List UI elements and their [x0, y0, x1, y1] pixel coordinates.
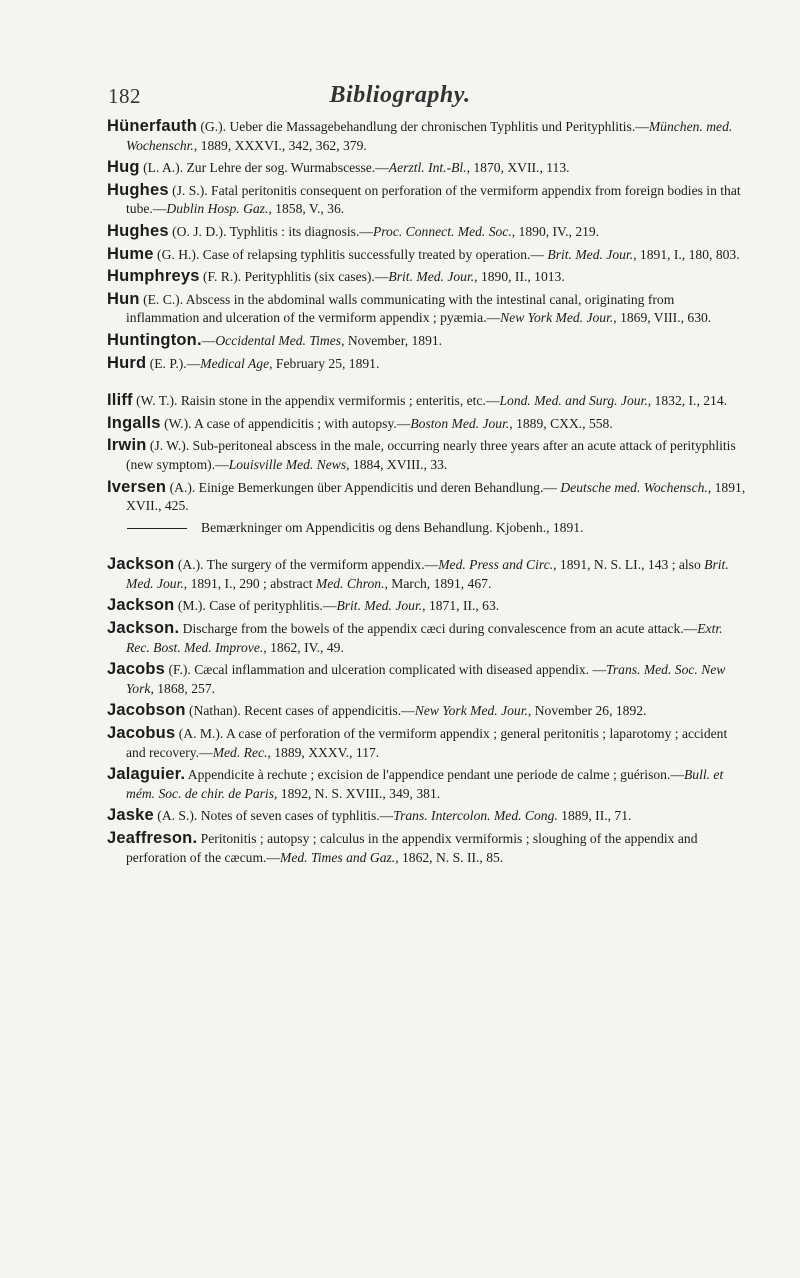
bibliography-entry	[107, 519, 747, 538]
bibliography-entry	[107, 724, 747, 762]
entry-text: (Nathan). Recent cases of appendicitis.—	[185, 703, 415, 719]
entry-journal: Lond. Med. and Surg. Jour.	[499, 393, 648, 409]
entry-author: Hug	[107, 158, 140, 177]
entry-author: Jacobson	[107, 701, 186, 720]
entry-journal: Med. Press and Circ.	[438, 557, 554, 573]
entry-author: Jackson	[107, 555, 175, 574]
bibliography-entry	[107, 290, 747, 328]
entry-text: (A.). Einige Bemerkungen über Appendicitis und deren Behandlung.—	[166, 479, 561, 495]
entry-citation: , November, 1891.	[341, 332, 443, 348]
entry-text: (J. W.). Sub-peritoneal abscess in the male, occurring nearly three years after an acute attack of perityphlitis (new symptom).—	[126, 438, 736, 472]
bibliography-entry	[107, 619, 747, 657]
entry-journal: Bull. et mém. Soc. de chir. de Paris	[126, 767, 724, 801]
entry-journal: Brit. Med. Jour.	[388, 269, 475, 285]
bibliography-entry	[107, 354, 747, 374]
entry-journal: Trans. Intercolon. Med. Cong.	[393, 808, 558, 824]
entry-citation: , February 25, 1891.	[269, 355, 380, 371]
entry-journal: München. med. Wochenschr.	[126, 119, 733, 153]
bibliography-entry	[107, 117, 747, 155]
entry-text: (E. P.).—	[146, 355, 201, 371]
entry-citation: , 1869, VIII., 630.	[613, 310, 712, 326]
bibliography-entry	[107, 596, 747, 616]
entry-author: Jacobs	[107, 660, 166, 679]
entry-journal: Trans. Med. Soc. New York	[126, 662, 726, 696]
section-gap	[107, 376, 747, 391]
entry-citation: , 1891, N. S. LI., 143 ; also	[553, 557, 705, 573]
ditto-dash	[127, 528, 187, 529]
entry-author: Jalaguier.	[107, 765, 186, 784]
entry-citation: 1889, II., 71.	[557, 808, 632, 824]
entry-author: Hughes	[107, 221, 169, 240]
entry-citation: , 1892, N. S. XVIII., 349, 381.	[274, 785, 441, 801]
entry-text: Bemærkninger om Appendicitis og dens Behandlung. Kjobenh., 1891.	[201, 519, 584, 535]
bibliography-entry	[107, 806, 747, 826]
entry-text: (E. C.). Abscess in the abdominal walls communicating with the intestinal canal, originating from inflammation and ulceration of the vermiform appendix ; pyæmia.—	[126, 291, 675, 326]
entry-author: Hun	[107, 289, 140, 308]
bibliography-entry	[107, 701, 747, 721]
entry-journal: Aerztl. Int.-Bl.	[388, 160, 467, 176]
entry-text: (G. H.). Case of relapsing typhlitis successfully treated by operation.—	[153, 246, 548, 262]
entry-citation: , 1891, XVII., 425.	[126, 479, 746, 514]
entry-author: Jeaffreson.	[107, 829, 198, 847]
entry-author: Jackson.	[107, 619, 180, 638]
entry-text: (A.). The surgery of the vermiform appendix.—	[174, 557, 439, 573]
entry-author: Jacobus	[107, 724, 176, 743]
entry-author: Hume	[107, 244, 154, 263]
entry-text: (M.). Case of perityphlitis.—	[174, 598, 337, 614]
entry-citation: , March, 1891, 467.	[384, 575, 492, 591]
entry-text: Appendicite à rechute ; excision de l'appendice pendant une periode de calme ; guérison.—	[185, 767, 684, 783]
bibliography-entry	[107, 222, 747, 242]
entry-journal: Occidental Med. Times	[215, 332, 342, 348]
entry-journal: Brit. Med. Jour.	[126, 557, 729, 591]
entry-author: Ingalls	[107, 413, 161, 432]
entry-journal: Medical Age	[200, 355, 270, 371]
entry-citation: , November 26, 1892.	[527, 703, 647, 719]
entry-journal: Brit. Med. Jour.	[336, 598, 423, 614]
entry-citation: , 1871, II., 63.	[422, 598, 500, 614]
entry-journal: Louisville Med. News	[228, 456, 347, 472]
entry-citation: , 1884, XVIII., 33.	[346, 456, 448, 472]
entry-citation: , 1858, V., 36.	[268, 201, 345, 217]
entry-text: (F. R.). Perityphlitis (six cases).—	[199, 269, 389, 285]
entry-citation: , 1862, IV., 49.	[263, 639, 344, 655]
entry-text: (L. A.). Zur Lehre der sog. Wurmabscesse.—	[139, 160, 389, 176]
entry-text: Discharge from the bowels of the appendix cæci during convalescence from an acute attack.—	[179, 621, 698, 637]
page-number: 182	[108, 84, 141, 108]
entry-citation: , 1891, I., 180, 803.	[633, 246, 740, 262]
entry-author: Jaske	[107, 806, 154, 825]
page-header	[0, 84, 800, 114]
entry-citation: , 1889, CXX., 558.	[509, 415, 613, 431]
bibliography-entry	[107, 414, 747, 434]
entry-citation: , 1862, N. S. II., 85.	[395, 849, 504, 865]
entry-citation: , 1890, IV., 219.	[511, 223, 600, 239]
bibliography-entry	[107, 391, 747, 411]
entry-journal: Dublin Hosp. Gaz.	[166, 201, 269, 217]
entry-text: (A. M.). A case of perforation of the vermiform appendix ; general peritonitis ; laparotomy ; accident and recovery.—	[126, 726, 728, 760]
bibliography-entry	[107, 181, 747, 219]
entry-author: Iversen	[107, 477, 167, 496]
bibliography-entry	[107, 267, 747, 287]
bibliography-entries	[107, 117, 747, 870]
bibliography-entry	[107, 829, 747, 867]
entry-journal: New York Med. Jour.	[414, 703, 528, 719]
bibliography-entry	[107, 436, 747, 474]
entry-author: Hughes	[107, 180, 169, 199]
bibliography-entry	[107, 765, 747, 803]
entry-citation: , 1889, XXXVI., 342, 362, 379.	[193, 137, 367, 153]
entry-journal: New York Med. Jour.	[500, 310, 614, 326]
bibliography-entry	[107, 245, 747, 265]
entry-journal: Brit. Med. Jour.	[547, 246, 634, 262]
entry-author: Hünerfauth	[107, 117, 197, 135]
entry-citation: , 1891, I., 290 ; abstract	[183, 575, 316, 591]
entry-journal: Med. Times and Gaz.	[280, 849, 396, 865]
entry-journal: Med. Chron.	[315, 575, 385, 591]
entry-text: (G.). Ueber die Massagebehandlung der chronischen Typhlitis und Perityphlitis.—	[197, 119, 649, 134]
entry-text: (O. J. D.). Typhlitis : its diagnosis.—	[168, 223, 373, 239]
running-title: Bibliography.	[329, 82, 471, 108]
entry-journal: Proc. Connect. Med. Soc.	[372, 223, 512, 239]
bibliography-entry	[107, 555, 747, 593]
bibliography-entry	[107, 331, 747, 351]
entry-text: (W. T.). Raisin stone in the appendix vermiformis ; enteritis, etc.—	[132, 393, 500, 409]
entry-author: Huntington.	[107, 330, 202, 349]
entry-journal: Deutsche med. Wochensch.	[560, 479, 708, 495]
entry-author: Hurd	[107, 353, 147, 372]
entry-citation: , 1890, II., 1013.	[474, 269, 565, 285]
entry-journal: Extr. Rec. Bost. Med. Improve.	[126, 621, 723, 655]
entry-author: Humphreys	[107, 267, 200, 286]
entry-journal: Boston Med. Jour.	[410, 415, 510, 431]
entry-text: (A. S.). Notes of seven cases of typhlitis.—	[153, 808, 394, 824]
section-gap	[107, 540, 747, 555]
bibliography-entry	[107, 660, 747, 698]
entry-citation: , 1832, I., 214.	[647, 393, 728, 409]
entry-author: Jackson	[107, 596, 175, 615]
entry-journal: Med. Rec.	[212, 744, 268, 760]
entry-text: (J. S.). Fatal peritonitis consequent on perforation of the vermiform appendix from foreign bodies in that tube.—	[126, 182, 741, 217]
entry-citation: , 1870, XVII., 113.	[466, 160, 570, 176]
bibliography-entry	[107, 158, 747, 178]
entry-text: —	[201, 332, 216, 348]
entry-text: Peritonitis ; autopsy ; calculus in the appendix vermiformis ; sloughing of the appendix and perforation of the cæcum.—	[126, 831, 698, 865]
entry-author: Iliff	[107, 391, 133, 410]
entry-text: (W.). A case of appendicitis ; with autopsy.—	[160, 415, 411, 431]
bibliography-entry	[107, 478, 747, 516]
entry-citation: , 1889, XXXV., 117.	[267, 744, 380, 760]
entry-text: (F.). Cæcal inflammation and ulceration complicated with diseased appendix. —	[165, 662, 607, 678]
entry-citation: , 1868, 257.	[150, 680, 216, 696]
entry-author: Irwin	[107, 436, 147, 455]
